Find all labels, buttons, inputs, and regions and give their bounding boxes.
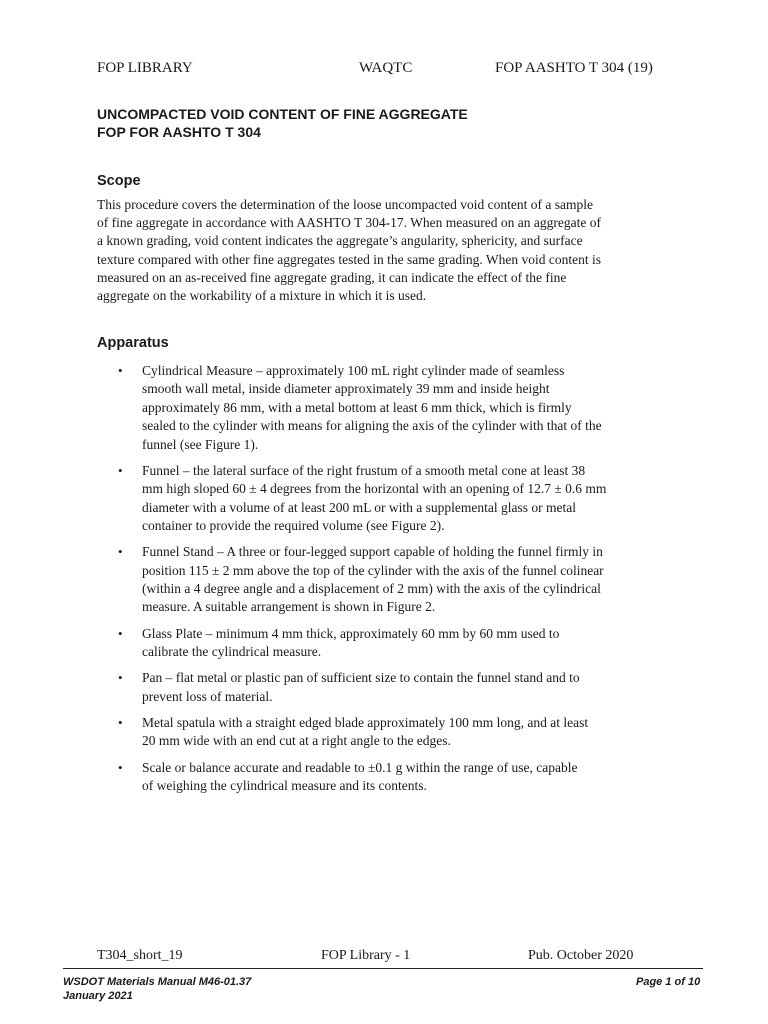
apparatus-item-line: funnel (see Figure 1).	[142, 436, 259, 452]
apparatus-item-line: Glass Plate – minimum 4 mm thick, approximately 60 mm by 60 mm used to	[142, 625, 560, 641]
apparatus-item	[118, 362, 658, 454]
scope-line: measured on an as-received fine aggregate grading, it can indicate the effect of the fine	[97, 269, 567, 285]
header-standard: FOP AASHTO T 304 (19)	[495, 60, 653, 76]
bullet-icon: •	[118, 363, 123, 378]
scope-line: of fine aggregate in accordance with AASHTO T 304-17. When measured on an aggregate of	[97, 215, 601, 231]
apparatus-item-line: sealed to the cylinder with means for aligning the axis of the cylinder with that of the	[142, 418, 602, 434]
apparatus-item-line: Pan – flat metal or plastic pan of sufficient size to contain the funnel stand and to	[142, 670, 580, 686]
apparatus-item-line: calibrate the cylindrical measure.	[142, 644, 322, 660]
apparatus-item-line: mm high sloped 60 ± 4 degrees from the horizontal with an opening of 12.7 ± 0.6 mm	[142, 481, 607, 497]
bullet-icon: •	[118, 714, 123, 730]
apparatus-item-line: Cylindrical Measure – approximately 100 mL right cylinder made of seamless	[142, 363, 565, 378]
apparatus-item	[118, 543, 658, 617]
manual-page-number: Page 1 of 10	[636, 976, 701, 988]
apparatus-item-line: Scale or balance accurate and readable to ±0.1 g within the range of use, capable	[142, 759, 578, 775]
apparatus-item-line: (within a 4 degree angle and a displacement of 2 mm) with the axis of the cylindrical	[142, 581, 601, 597]
footer-publication-date: Pub. October 2020	[528, 948, 634, 963]
apparatus-item	[118, 669, 658, 706]
bullet-icon: •	[118, 544, 123, 560]
apparatus-item	[118, 462, 658, 536]
apparatus-item-line: Funnel – the lateral surface of the right frustum of a smooth metal cone at least 38	[142, 462, 586, 478]
apparatus-item-line: diameter with a volume of at least 200 mL or with a supplemental glass or metal	[142, 499, 577, 515]
apparatus-list	[118, 362, 658, 803]
apparatus-item-line: of weighing the cylindrical measure and its contents.	[142, 777, 427, 793]
apparatus-item-line: approximately 86 mm, with a metal bottom at least 6 mm thick, which is firmly	[142, 399, 572, 415]
document-title: UNCOMPACTED VOID CONTENT OF FINE AGGREGATE	[97, 106, 468, 122]
apparatus-item-line: Metal spatula with a straight edged blade approximately 100 mm long, and at least	[142, 714, 589, 730]
header-organization: WAQTC	[359, 60, 413, 76]
bullet-icon: •	[118, 670, 123, 686]
bullet-icon: •	[118, 759, 123, 775]
bullet-icon: •	[118, 625, 123, 641]
apparatus-item-line: prevent loss of material.	[142, 688, 273, 704]
scope-line: texture compared with other fine aggregates tested in the same grading. When void content is	[97, 251, 601, 267]
manual-reference: WSDOT Materials Manual M46-01.37	[63, 976, 252, 988]
apparatus-item-line: measure. A suitable arrangement is shown in Figure 2.	[142, 599, 436, 615]
apparatus-heading: Apparatus	[97, 335, 169, 351]
apparatus-item-line: smooth wall metal, inside diameter approximately 39 mm and inside height	[142, 381, 550, 397]
scope-line: This procedure covers the determination of the loose uncompacted void content of a sample	[97, 197, 593, 212]
scope-line: a known grading, void content indicates the aggregate’s angularity, sphericity, and surface	[97, 233, 583, 249]
apparatus-item-line: position 115 ± 2 mm above the top of the cylinder with the axis of the funnel colinear	[142, 562, 604, 578]
scope-paragraph	[97, 196, 657, 305]
footer-divider	[63, 968, 703, 969]
apparatus-item	[118, 625, 658, 662]
manual-date: January 2021	[63, 990, 133, 1002]
scope-heading: Scope	[97, 173, 141, 189]
apparatus-item-line: Funnel Stand – A three or four-legged support capable of holding the funnel firmly in	[142, 544, 603, 560]
apparatus-item	[118, 759, 658, 796]
apparatus-item-line: 20 mm wide with an end cut at a right angle to the edges.	[142, 733, 451, 749]
scope-line: aggregate on the workability of a mixture in which it is used.	[97, 288, 427, 304]
footer-page-label: FOP Library - 1	[321, 948, 411, 963]
document-subtitle: FOP FOR AASHTO T 304	[97, 124, 261, 140]
bullet-icon: •	[118, 462, 123, 478]
apparatus-item	[118, 714, 658, 751]
apparatus-item-line: container to provide the required volume (see Figure 2).	[142, 518, 445, 534]
footer-document-id: T304_short_19	[97, 948, 183, 963]
header-library: FOP LIBRARY	[97, 60, 193, 76]
